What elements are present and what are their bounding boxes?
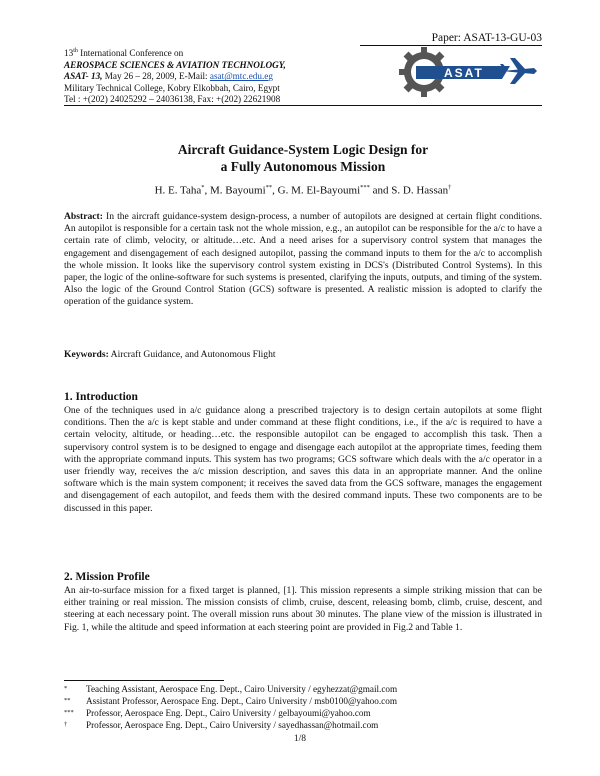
footnote: ** Assistant Professor, Aerospace Eng. Dept., Cairo University / msb0100@yahoo.com [64,696,397,706]
footnote: † Professor, Aerospace Eng. Dept., Cairo University / sayedhassan@hotmail.com [64,720,379,730]
author-mark: * [201,184,205,191]
keywords-text: Aircraft Guidance, and Autonomous Flight [108,349,276,360]
header-divider [64,105,542,106]
airplane-icon [500,58,537,84]
author-mark: *** [360,184,370,191]
author-name: G. M. El-Bayoumi [277,184,361,197]
conference-line-2: AEROSPACE SCIENCES & AVIATION TECHNOLOGY, [64,59,286,70]
footnote: * Teaching Assistant, Aerospace Eng. Dept., Cairo University / egyhezzat@gmail.com [64,684,398,694]
abstract-label: Abstract: [64,211,103,222]
author-name: S. D. Hassan [391,184,449,197]
keywords-label: Keywords: [64,349,109,360]
footnote-divider [64,680,224,681]
section-body-introduction: One of the techniques used in a/c guidance along a prescribed trajectory is to design certain autopilots at some flight conditions. Then the a/c is kept stable and under command at these flight conditions, i.e., if the a/c is required to have a certain velocity, altitude, or heading…etc. the responsible autopilot can be engaged to accomplish this task. Then a supervisory control system is to be designed to engage and disengage each autopilot at the appropriate times, feeding them with the appropriate command inputs. This system has two programs; GCS software which deals with the a/c operator in a user friendly way, receives the a/c mission description, and saves this data in an appropriate manner. And the online software which is the main system component; it receives the saved data from the GCS software, manages the engagement and disengagement of each autopilot, and feeds them with the desired command inputs. These two components are to be discussed in this paper. [64,405,542,514]
paper-title-line-1: Aircraft Guidance-System Logic Design for [177,142,429,157]
author-name: M. Bayoumi [210,184,266,197]
footnote: *** Professor, Aerospace Eng. Dept., Cairo University / gelbayoumi@yahoo.com [64,708,371,718]
abstract-text: In the aircraft guidance-system design-process, a number of autopilots are designed at certain flight conditions. An autopilot is responsible for a certain task not the whole mission, e.g., an autopilot can be responsible for the a/c to have a certain rate of climb, velocity, or altitude…etc. And a need arises for a supervisory control system that manages the engagement and disengagement of each designed autopilot, passing the command inputs to them for the a/c to accomplish the whole mission. It looks like the supervisory control system existing in DCS's (Distributed Control Systems). In this paper, the logic of the online-software for such systems is presented, clarifying the inputs, outputs, and timing of the system. Also the logic of the Ground Control Station (GCS) software is presented. A realistic mission is adopted to clarify the operation of the guidance system. [64,211,542,308]
author-mark: † [448,184,452,191]
author-name: H. E. Taha [154,184,202,197]
paper-title [64,141,542,175]
conference-header [64,46,364,106]
logo-text: ASAT [444,66,484,80]
author-list: H. E. Taha*, M. Bayoumi**, G. M. El-Bayoumi*** and S. D. Hassan† [154,184,452,197]
section-body-mission-profile: An air-to-surface mission for a fixed target is planned, [1]. This mission represents a simple striking mission that can be either training or real mission. The mission consists of climb, cruise, descent, releasing bomb, climb, cruise, descent, and steering at each necessary point. The overall mission runs about 30 minutes. The plane view of the mission is illustrated in Fig. 1, while the altitude and speed information at each steering point are provided in Fig.2 and Table 1. [64,585,542,633]
conference-email-link[interactable]: asat@mtc.edu.eg [209,71,273,82]
abstract [64,211,542,309]
conference-line-3: ASAT- 13, May 26 – 28, 2009, E-Mail: asat@mtc.edu.eg [64,71,273,82]
conference-line-4: Military Technical College, Kobry Elkobbah, Cairo, Egypt [64,82,280,93]
section-title-introduction: 1. Introduction [64,391,138,403]
section-title-mission-profile: 2. Mission Profile [64,571,150,583]
asat-logo [398,46,538,98]
conference-line-5: Tel : +(202) 24025292 – 24036138, Fax: +(202) 22621908 [64,94,281,105]
paper-id: Paper: ASAT-13-GU-03 [360,32,542,46]
conference-line-1: 13th International Conference on [64,48,184,59]
author-mark: ** [265,184,273,191]
paper-title-line-2: a Fully Autonomous Mission [220,159,386,174]
footnotes [64,683,542,731]
page-number: 1/8 [293,734,307,744]
keywords [64,349,542,360]
